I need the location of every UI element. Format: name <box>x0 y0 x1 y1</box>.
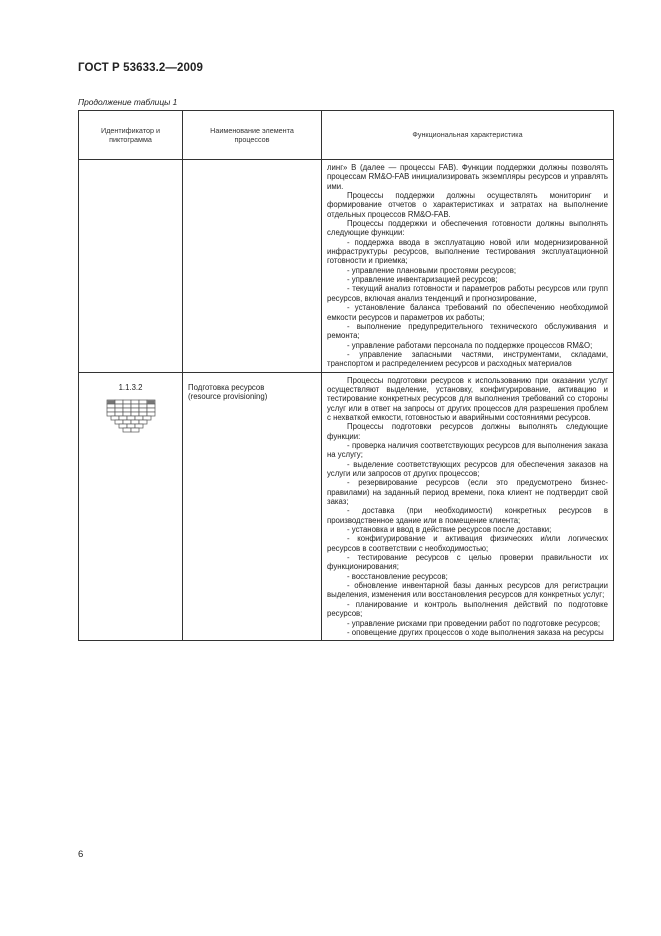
function-table <box>78 110 614 641</box>
characteristic-paragraph: линг» В (далее — процессы FAB). Функции поддержки должны позволять процессам RM&O-FAB инициализировать экземпляры ресурсов и управлять ими. <box>327 163 608 191</box>
characteristic-paragraph: Процессы поддержки и обеспечения готовности должны выполнять следующие функции: <box>327 219 608 238</box>
page-number: 6 <box>78 849 84 860</box>
characteristic-paragraph: - проверка наличия соответствующих ресурсов для выполнения заказа на услугу; <box>327 440 608 460</box>
characteristic-paragraph: Процессы подготовки ресурсов должны выполнять следующие функции: <box>327 422 608 441</box>
identifier-cell <box>79 372 183 641</box>
process-name-english: (resource provisioning) <box>188 391 268 401</box>
characteristic-paragraph: - управление плановыми простоями ресурсов; <box>347 265 517 275</box>
process-name: Подготовка ресурсов <box>188 382 265 392</box>
characteristic-paragraph: - обновление инвентарной базы данных ресурсов для регистрации выделения, изменения или восстановления ресурсов для конкретных услуг; <box>327 581 608 600</box>
column-header-name <box>183 111 322 160</box>
identifier-cell <box>79 160 183 373</box>
characteristic-paragraph: - доставка (при необходимости) конкретных ресурсов в производственное здание или в помещение клиента; <box>327 506 608 525</box>
characteristic-paragraph: - установление баланса требований по обеспечению необходимой емкости ресурсов и параметров их работы; <box>327 303 608 322</box>
characteristic-paragraph: - выделение соответствующих ресурсов для обеспечения заказов на услуги или запросов от других процессов; <box>327 459 608 478</box>
process-name-cell <box>183 160 322 373</box>
table-row <box>79 160 614 373</box>
table-caption: Продолжение таблицы 1 <box>78 97 178 107</box>
column-header-characteristic <box>322 111 614 160</box>
document-header: ГОСТ Р 53633.2—2009 <box>78 62 203 74</box>
characteristic-paragraph: - управление работами персонала по поддержке процессов RM&O; <box>347 340 593 350</box>
identifier: 1.1.3.2 <box>118 382 143 392</box>
column-header-line: пиктограмма <box>109 135 152 144</box>
characteristic-cell <box>322 160 614 373</box>
table-header-row <box>79 111 614 160</box>
characteristic-paragraph: - текущий анализ готовности и параметров работы ресурсов или групп ресурсов, включая анализ тенденций и прогнозирование, <box>327 284 608 303</box>
characteristic-paragraph: - планирование и контроль выполнения действий по подготовке ресурсов; <box>327 599 608 619</box>
process-name-cell <box>183 372 322 641</box>
characteristic-paragraph: - тестирование ресурсов с целью проверки правильности их функционирования; <box>327 553 608 572</box>
table-row <box>79 372 614 641</box>
column-header-line: процессов <box>234 135 270 144</box>
column-header-line: Функциональная характеристика <box>412 130 523 140</box>
process-pictogram-icon <box>106 399 156 439</box>
characteristic-paragraph: - управление инвентаризацией ресурсов; <box>347 275 498 285</box>
characteristic-paragraph: - восстановление ресурсов; <box>347 571 448 581</box>
characteristic-paragraph: - оповещение других процессов о ходе выполнения заказа на ресурсы <box>347 627 604 637</box>
characteristic-paragraph: - выполнение предупредительного технического обслуживания и ремонта; <box>327 321 608 341</box>
characteristic-paragraph: Процессы подготовки ресурсов к использованию при оказании услуг осуществляют выделение, установку, конфигурирование, активацию и тестирование конкретных ресурсов для выполнения требований со стороны услуг или в ответ на запросы от других процессов для разрешения проблем с нехваткой емкости, готовностью и аварийными состояниями ресурсов. <box>327 375 608 422</box>
characteristic-paragraph: - управление запасными частями, инструментами, складами, транспортом и распределением ресурсов и расходных материалов <box>327 349 608 369</box>
characteristic-cell <box>322 372 614 641</box>
characteristic-paragraph: - конфигурирование и активация физических и/или логических ресурсов в соответствии с необходимостью; <box>327 534 608 553</box>
characteristic-paragraph: - установка и ввод в действие ресурсов после доставки; <box>347 525 552 535</box>
characteristic-paragraph: - резервирование ресурсов (если это предусмотрено бизнес-правилами) на заданный период времени, пока клиент не подтвердит свой заказ; <box>327 478 608 507</box>
characteristic-paragraph: - управление рисками при проведении работ по подготовке ресурсов; <box>347 618 601 628</box>
column-header-identifier <box>79 111 183 160</box>
column-header-line: Идентификатор и <box>101 125 160 135</box>
characteristic-paragraph: Процессы поддержки должны осуществлять мониторинг и формирование отчетов о характеристиках и затратах на выполнение отдельных процессов RM&O-FAB. <box>327 191 608 219</box>
characteristic-paragraph: - поддержка ввода в эксплуатацию новой или модернизированной инфраструктуры ресурсов, выполнение тестирования эксплуатационной готовности и приемка; <box>327 237 608 266</box>
column-header-line: Наименование элемента <box>210 125 294 135</box>
